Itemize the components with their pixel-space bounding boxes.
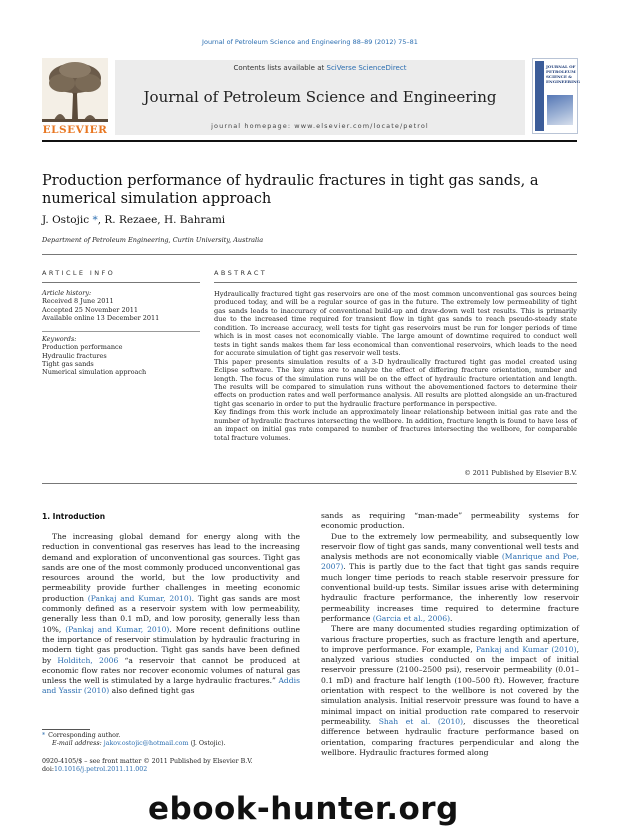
cover-band: [535, 61, 544, 131]
citation-link[interactable]: (Pankaj and Kumar, 2010): [65, 624, 170, 634]
contents-line: [115, 64, 525, 72]
citation-link[interactable]: (Pankaj and Kumar, 2010): [87, 593, 192, 603]
article-title: Production performance of hydraulic fractures in tight gas sands, a numerical simulation approach: [42, 173, 539, 207]
email-label: E-mail address:: [52, 740, 102, 748]
history-label: Article history:: [42, 289, 92, 297]
corresponding-author-footnote: [42, 732, 300, 749]
keywords-label: Keywords:: [42, 335, 77, 343]
footnote-mark: *: [42, 732, 46, 739]
author-list: [42, 214, 225, 226]
abstract-body: [214, 290, 577, 442]
email-link[interactable]: jakov.ostojic@hotmail.com: [103, 740, 189, 748]
watermark-text: ebook-hunter.org: [148, 791, 459, 827]
citation-link[interactable]: (Manrique and Poe, 2007): [321, 552, 579, 572]
intro-paragraph-continued: sands as requiring “man-made” permeability systems for economic production.: [321, 511, 579, 531]
affiliation: Department of Petroleum Engineering, Curtin University, Australia: [42, 236, 264, 244]
abstract-heading: ABSTRACT: [214, 269, 268, 277]
citation-link[interactable]: Holditch, 2006: [57, 655, 119, 665]
cover-title: JOURNAL OF PETROLEUM SCIENCE & ENGINEERING: [546, 64, 581, 84]
keyword-item: Production performance: [42, 343, 123, 352]
first-author: J. Ostojic: [42, 214, 90, 226]
history-accepted: Accepted 25 November 2011: [42, 305, 139, 314]
keyword-item: Numerical simulation approach: [42, 368, 147, 377]
footnote-text: Corresponding author.: [48, 732, 121, 739]
journal-title: Journal of Petroleum Science and Engineering: [143, 88, 497, 106]
keyword-item: Tight gas sands: [42, 359, 94, 368]
citation-link[interactable]: Shah et al. (2010): [378, 716, 464, 726]
body-column-right: [321, 511, 579, 758]
abstract-end-rule: [42, 483, 577, 484]
keywords-rule: [42, 331, 200, 332]
intro-paragraph: The increasing global demand for energy along with the reduction in conventional gas reserves has lead to the increasing demand and exploration of unconventional gas sources. Tight gas sands are one of the most commonly produced unconventional gas resources around the world, but the low productivity and permeability provide further challenges in meeting economic production (Pankaj and Kumar, 2010). Tight gas sands are most commonly defined as a reservoir system with low permeability, generally less than 0.1 mD, and low porosity, generally less than 10%, (Pankaj and Kumar, 2010). More recent definitions outline the importance of reservoir stimulation by hydraulic fracturing in modern tight gas production. Tight gas sands have been defined by Holditch, 2006 “a reservoir that cannot be produced at economic flow rates nor recover economic volumes of natural gas unless the well is stimulated by a large hydraulic fractures.” Addis and Yassir (2010) also defined tight gas: [42, 532, 300, 696]
email-suffix: (J. Ostojic).: [188, 740, 226, 748]
keyword-item: Hydraulic fractures: [42, 351, 107, 360]
history-online: Available online 13 December 2011: [42, 313, 160, 322]
abstract-paragraph: Hydraulically fractured tight gas reservoirs are one of the most common unconventional gas sources being produced today, and will be a regular source of gas in the future. The extremely low permeability of tight gas sands leads to inaccuracy of conventional build-up and draw-down well test results. This is primarily due to the increased time required for transient flow in tight gas sands to reach pseudo-steady state condition. To increase accuracy, well tests for tight gas reservoirs must be run for longer periods of time which is in most cases not economically viable. The large amount of downtime required to conduct well tests in tight sands makes them far less economical than conventional reservoirs, which leads to the need for accurate simulation of tight gas reservoir well tests.: [214, 290, 577, 358]
header-divider: [42, 254, 577, 255]
footnote-rule: [42, 729, 90, 730]
intro-paragraph: There are many documented studies regarding optimization of various fracture properties, such as fracture length and aperture, to improve performance. For example, Pankaj and Kumar (2010), analyzed various studies conducted on the impact of initial reservoir pressure (2100–2500 psi), reservoir permeability (0.01–0.1 mD) and fracture half length (100–500 ft). However, fracture orientation with respect to the wellbore is not covered by the simulation analysis. Initial reservoir pressure was found to have a minimal impact on initial production rate compared to reservoir permeability. Shah et al. (2010), discusses the theoretical difference between hydraulic fracture performance based on orientation, comparing fractures perpendicular and along the wellbore. Hydraulic fractures formed along: [321, 624, 580, 757]
cover-image: [547, 95, 573, 125]
citation-link[interactable]: (Garcia et al., 2006): [372, 613, 451, 623]
corresponding-author-mark[interactable]: *: [92, 214, 98, 226]
issn-line: 0920-4105/$ – see front matter © 2011 Published by Elsevier B.V.: [42, 758, 253, 765]
masthead-rule: [42, 140, 577, 142]
elsevier-tree-logo: [42, 58, 108, 132]
abstract-rule: [214, 282, 577, 283]
elsevier-wordmark: ELSEVIER: [42, 124, 108, 136]
abstract-paragraph: This paper presents simulation results of a 3-D hydraulically fractured tight gas model created using Eclipse software. The key aims are to analyze the effect of differing fracture orientation, number and length. The focus of the simulation runs will be on the effect of hydraulic fracture orientation and length. The results will be compared to simulation runs without the abovementioned factors to determine their effects on production rates and well performance analysis. All results are plotted alongside an un-fractured tight gas scenario in order to put the hydraulic fracture performance in perspective.: [214, 357, 577, 408]
running-head[interactable]: Journal of Petroleum Science and Engineering 88–89 (2012) 75–81: [202, 38, 418, 46]
keywords: [42, 335, 200, 376]
journal-homepage[interactable]: journal homepage: www.elsevier.com/locate/petrol: [211, 122, 429, 130]
article-history: [42, 289, 200, 322]
journal-cover-thumbnail: [532, 58, 581, 134]
abstract-paragraph: Key findings from this work include an approximately linear relationship between initial gas rate and the number of hydraulic fractures intersecting the wellbore. In addition, fracture length is found to have less of an impact on initial gas rate compared to number of fractures intersecting the wellbore, for comparable total fracture volumes.: [214, 408, 577, 442]
front-matter: [42, 758, 302, 775]
citation-link[interactable]: Pankaj and Kumar (2010): [475, 644, 577, 654]
introduction-heading: 1. Introduction: [42, 512, 106, 521]
citation-link[interactable]: Addis and Yassir (2010): [42, 676, 300, 696]
intro-paragraph: Due to the extremely low permeability, and subsequently low reservoir flow of tight gas sands, many conventional well tests and analysis methods are not economically viable (Manrique and Poe, 2007). This is partly due to the fact that tight gas sands require much longer time periods to reach stable reservoir pressure for conventional build-up tests. Similar issues arise with determining hydraulic fracture performance, the inherently low reservoir permeability increases time required to determine fracture performance (Garcia et al., 2006).: [321, 531, 579, 623]
history-received: Received 8 June 2011: [42, 297, 114, 306]
contents-prefix: Contents lists available at: [233, 64, 325, 72]
sciencedirect-link[interactable]: SciVerse ScienceDirect: [326, 64, 407, 72]
abstract-copyright: © 2011 Published by Elsevier B.V.: [464, 469, 577, 477]
doi-label: doi:: [42, 766, 54, 774]
article-info-heading: ARTICLE INFO: [42, 269, 116, 277]
doi-link[interactable]: 10.1016/j.petrol.2011.11.002: [53, 766, 148, 774]
other-authors: , R. Rezaee, H. Bahrami: [97, 214, 226, 226]
article-info-rule: [42, 282, 200, 283]
body-column-left: [42, 532, 300, 697]
